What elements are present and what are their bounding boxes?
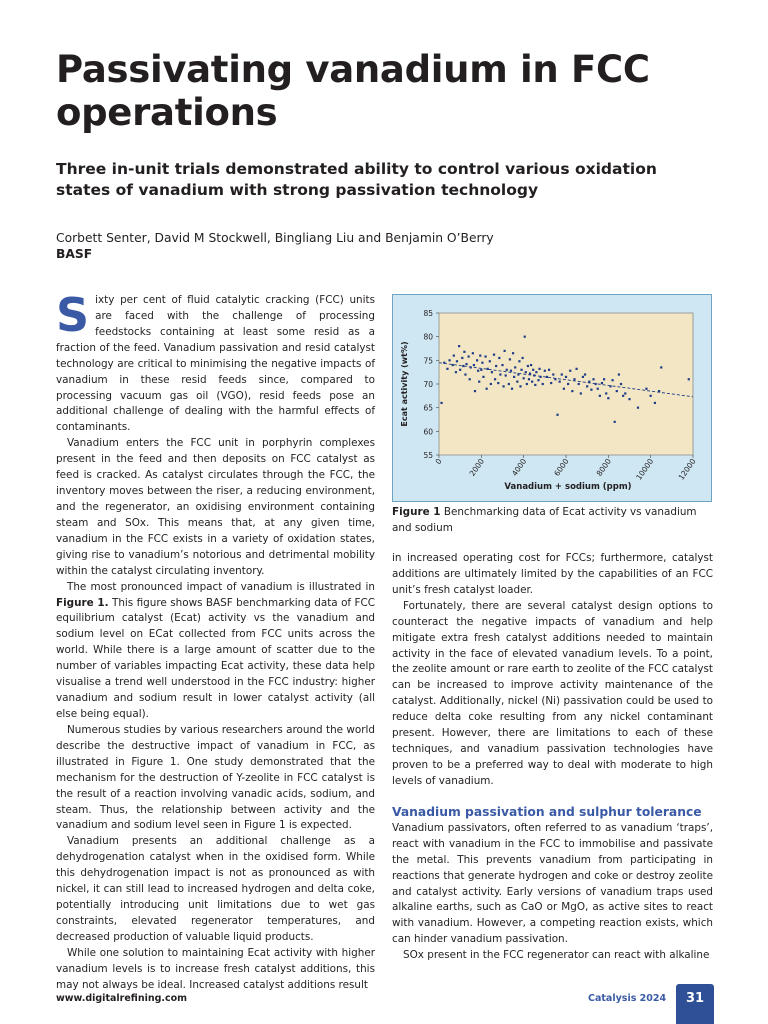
footer-journal-name: Catalysis 2024 bbox=[588, 993, 667, 1004]
body-paragraph bbox=[56, 580, 375, 723]
data-point bbox=[650, 395, 652, 397]
x-tick-label: 0 bbox=[433, 456, 444, 467]
data-point bbox=[519, 385, 521, 387]
data-point bbox=[458, 345, 460, 347]
y-tick-label: 80 bbox=[423, 332, 433, 342]
page-number: 31 bbox=[676, 984, 714, 1024]
x-tick-label: 8000 bbox=[594, 456, 613, 478]
data-point bbox=[578, 383, 580, 385]
data-point bbox=[533, 374, 535, 376]
data-point bbox=[456, 360, 458, 362]
figure-reference: Figure 1. bbox=[56, 596, 109, 609]
data-point bbox=[472, 352, 474, 354]
data-point bbox=[544, 370, 546, 372]
data-point bbox=[498, 357, 500, 359]
data-point bbox=[622, 395, 624, 397]
data-point bbox=[573, 378, 575, 380]
x-tick-label: 6000 bbox=[552, 456, 571, 478]
data-point bbox=[462, 365, 464, 367]
body-paragraph: Numerous studies by various researchers around the world describe the destructive impact of vanadium in FCC, as illustrated in Figure 1. One study demonstrated that the mechanism for the destruction of Y-zeolite in FCC catalyst is the result of a reaction involving vanadic acids, sodium, and steam. Thus, the relationship between activity and the vanadium and sodium level seen in Figure 1 is expected. bbox=[56, 723, 375, 832]
data-point bbox=[588, 381, 590, 383]
data-point bbox=[531, 381, 533, 383]
footer-website-link[interactable]: www.digitalrefining.com bbox=[56, 993, 188, 1004]
body-paragraph: SOx present in the FCC regenerator can react with alkaline bbox=[403, 949, 710, 962]
data-point bbox=[517, 373, 519, 375]
data-point bbox=[499, 373, 501, 375]
body-paragraph: in increased operating cost for FCCs; furthermore, catalyst additions are ultimately limited by the capabilities of an FCC unit’s fresh catalyst loader. bbox=[392, 552, 713, 596]
data-point bbox=[609, 385, 611, 387]
data-point bbox=[542, 383, 544, 385]
data-point bbox=[463, 351, 465, 353]
data-point bbox=[534, 384, 536, 386]
data-point bbox=[455, 371, 457, 373]
y-tick-label: 55 bbox=[423, 451, 433, 460]
data-point bbox=[465, 363, 467, 365]
x-tick-label: 12000 bbox=[676, 456, 698, 482]
body-paragraph: Vanadium enters the FCC unit in porphyrin complexes present in the feed and then deposits on FCC catalyst as feed is cracked. As catalyst circulates through the FCC, the inventory moves between the riser, a reducing environment, and the regenerator, an oxidising environment containing steam and SOx. This means that, at any given time, vanadium in the FCC exists in a variety of oxidation states, giving rise to vanadium’s notorious and detrimental mobility within the catalyst circulating inventory. bbox=[56, 437, 375, 577]
data-point bbox=[616, 390, 618, 392]
data-point bbox=[459, 369, 461, 371]
data-point bbox=[535, 371, 537, 373]
data-point bbox=[476, 359, 478, 361]
data-point bbox=[469, 378, 471, 380]
data-point bbox=[637, 407, 639, 409]
data-point bbox=[554, 378, 556, 380]
data-point bbox=[597, 388, 599, 390]
data-point bbox=[582, 376, 584, 378]
data-point bbox=[552, 373, 554, 375]
body-paragraph: Vanadium presents an additional challenge as a dehydrogenation catalyst when in the oxidised form. While this dehydrogenation impact is not as pronounced as with nickel, it can still lead to increased hydrogen and delta coke, potentially introducing unit limitations due to wet gas constraints, elevated regenerator temperatures, and decreased production of valuable liquid products. bbox=[56, 835, 375, 943]
y-axis-label: Ecat activity (wt%) bbox=[400, 341, 409, 427]
body-column-left bbox=[56, 288, 375, 994]
scatter-chart bbox=[393, 295, 713, 503]
body-paragraph: Fortunately, there are several catalyst design options to counteract the negative impacts of vanadium and help mitigate extra fresh catalyst additions needed to maintain activity in the face of elevated vanadium levels. To a point, the zeolite amount or rare earth to zeolite of the FCC catalyst can be increased to improve activity maintenance of the catalyst. Additionally, nickel (Ni) passivation could be used to reduce delta coke resulting from any nickel contaminant present. However, there are limitations to each of these techniques, and vanadium passivation technologies have proven to be a preferred way to deal with moderate to high levels of vanadium. bbox=[392, 599, 713, 787]
y-tick-label: 65 bbox=[423, 403, 433, 413]
figure-caption-text: Benchmarking data of Ecat activity vs vanadium and sodium bbox=[392, 506, 697, 534]
data-point bbox=[601, 382, 603, 384]
data-point bbox=[468, 355, 470, 357]
data-point bbox=[464, 373, 466, 375]
data-point bbox=[486, 388, 488, 390]
data-point bbox=[571, 390, 573, 392]
data-point bbox=[529, 372, 531, 374]
data-point bbox=[527, 365, 529, 367]
data-point bbox=[523, 377, 525, 379]
data-point bbox=[522, 357, 524, 359]
data-point bbox=[575, 368, 577, 370]
data-point bbox=[510, 370, 512, 372]
x-axis bbox=[434, 455, 698, 482]
data-point bbox=[592, 378, 594, 380]
section-heading: Vanadium passivation and sulphur tolerance bbox=[392, 804, 702, 819]
data-point bbox=[546, 376, 548, 378]
data-point bbox=[605, 392, 607, 394]
text-run: The most pronounced impact of vanadium is illustrated in bbox=[67, 580, 375, 593]
body-column-right bbox=[392, 551, 713, 964]
data-point bbox=[654, 402, 656, 404]
data-point bbox=[526, 383, 528, 385]
data-point bbox=[443, 362, 445, 364]
data-point bbox=[504, 350, 506, 352]
article-title: Passivating vanadium in FCC operations bbox=[56, 48, 650, 134]
data-point bbox=[511, 388, 513, 390]
data-point bbox=[512, 352, 514, 354]
data-point bbox=[688, 378, 690, 380]
data-point bbox=[489, 360, 491, 362]
data-point bbox=[607, 397, 609, 399]
y-tick-label: 85 bbox=[423, 309, 433, 318]
data-point bbox=[501, 364, 503, 366]
text-run: This figure shows BASF benchmarking data of FCC equilibrium catalyst (Ecat) activity vs the vanadium and sodium level on ECat collected from FCC units across the world. While there is a large amount of scatter due to the number of variables impacting Ecat activity, these data help visualise a trend well understood in the FCC industry: higher vanadium and sodium result in lower catalyst activity (all else being equal). bbox=[56, 596, 375, 720]
data-point bbox=[556, 414, 558, 416]
data-point bbox=[461, 357, 463, 359]
data-point bbox=[478, 381, 480, 383]
data-point bbox=[477, 370, 479, 372]
data-point bbox=[530, 364, 532, 366]
data-point bbox=[505, 374, 507, 376]
data-point bbox=[548, 369, 550, 371]
data-point bbox=[624, 392, 626, 394]
data-point bbox=[645, 388, 647, 390]
intro-text: ixty per cent of fluid catalytic cracking (FCC) units are faced with the challenge of processing feedstocks containing at least some resid as a fraction of the feed. Vanadium passivation and resid catalyst technology are critical to minimising the negative impacts of vanadium in these resid feeds since, compared to processing vacuum gas oil (VGO), resid feeds pose an additional challenge of dealing with the harmful effects of contaminants. bbox=[56, 294, 375, 434]
data-point bbox=[513, 376, 515, 378]
x-axis-label: Vanadium + sodium (ppm) bbox=[504, 482, 632, 492]
data-point bbox=[528, 378, 530, 380]
data-point bbox=[440, 402, 442, 404]
x-tick-label: 10000 bbox=[634, 456, 656, 482]
data-point bbox=[524, 336, 526, 338]
data-point bbox=[484, 355, 486, 357]
data-point bbox=[567, 383, 569, 385]
data-point bbox=[658, 390, 660, 392]
data-point bbox=[514, 366, 516, 368]
data-point bbox=[660, 366, 662, 368]
data-point bbox=[611, 379, 613, 381]
data-point bbox=[561, 373, 563, 375]
data-point bbox=[538, 368, 540, 370]
data-point bbox=[490, 383, 492, 385]
data-point bbox=[603, 378, 605, 380]
author-affiliation: BASF bbox=[56, 247, 93, 261]
data-point bbox=[452, 364, 454, 366]
x-tick-label: 2000 bbox=[467, 456, 486, 478]
data-point bbox=[614, 421, 616, 423]
body-paragraph: Vanadium passivators, often referred to as vanadium ‘traps’, react with vanadium in the FCC to immobilise and passivate the metal. This prevents vanadium from participating in reactions that generate hydrogen and coke or destroy zeolite and catalyst activity. Early versions of vanadium traps used alkaline earths, such as CaO or MgO, as active sites to react with vanadium. However, a competing reaction exists, which can hinder vanadium passivation. bbox=[392, 821, 713, 946]
data-point bbox=[470, 366, 472, 368]
data-point bbox=[520, 369, 522, 371]
data-point bbox=[446, 368, 448, 370]
data-point bbox=[565, 376, 567, 378]
data-point bbox=[595, 383, 597, 385]
data-point bbox=[502, 385, 504, 387]
data-point bbox=[474, 390, 476, 392]
data-point bbox=[518, 360, 520, 362]
data-point bbox=[628, 398, 630, 400]
data-point bbox=[618, 373, 620, 375]
data-point bbox=[540, 376, 542, 378]
figure-1-chart bbox=[392, 294, 712, 502]
data-point bbox=[494, 378, 496, 380]
data-point bbox=[580, 392, 582, 394]
data-point bbox=[491, 371, 493, 373]
data-point bbox=[509, 358, 511, 360]
data-point bbox=[569, 370, 571, 372]
data-point bbox=[506, 369, 508, 371]
data-point bbox=[482, 376, 484, 378]
plot-area bbox=[439, 313, 693, 455]
y-tick-label: 70 bbox=[423, 380, 433, 389]
data-point bbox=[584, 373, 586, 375]
data-point bbox=[479, 355, 481, 357]
data-point bbox=[599, 395, 601, 397]
y-axis bbox=[423, 309, 439, 460]
data-point bbox=[590, 389, 592, 391]
data-point bbox=[620, 383, 622, 385]
data-point bbox=[508, 383, 510, 385]
data-point bbox=[532, 369, 534, 371]
data-point bbox=[495, 365, 497, 367]
data-point bbox=[537, 379, 539, 381]
data-point bbox=[563, 388, 565, 390]
data-point bbox=[448, 359, 450, 361]
x-tick-label: 4000 bbox=[509, 456, 529, 478]
data-point bbox=[497, 382, 499, 384]
data-point bbox=[481, 362, 483, 364]
y-tick-label: 75 bbox=[423, 356, 433, 366]
data-point bbox=[550, 382, 552, 384]
data-point bbox=[493, 354, 495, 356]
data-point bbox=[473, 364, 475, 366]
figure-caption bbox=[392, 505, 713, 537]
data-point bbox=[487, 368, 489, 370]
data-point bbox=[525, 371, 527, 373]
figure-caption-label: Figure 1 bbox=[392, 506, 441, 518]
data-point bbox=[516, 381, 518, 383]
intro-paragraph bbox=[56, 288, 375, 436]
data-point bbox=[586, 385, 588, 387]
data-point bbox=[453, 355, 455, 357]
body-paragraph: While one solution to maintaining Ecat activity with higher vanadium levels is to increase fresh catalyst additions, this may not always be ideal. Increased catalyst additions result bbox=[56, 946, 375, 991]
data-point bbox=[480, 369, 482, 371]
article-subtitle: Three in-unit trials demonstrated ability to control various oxidation states of vanadium with strong passivation technology bbox=[56, 160, 657, 199]
y-tick-label: 60 bbox=[423, 427, 433, 437]
author-list: Corbett Senter, David M Stockwell, Bingliang Liu and Benjamin O’Berry bbox=[56, 231, 494, 245]
data-point bbox=[559, 381, 561, 383]
drop-cap: S bbox=[56, 288, 90, 342]
